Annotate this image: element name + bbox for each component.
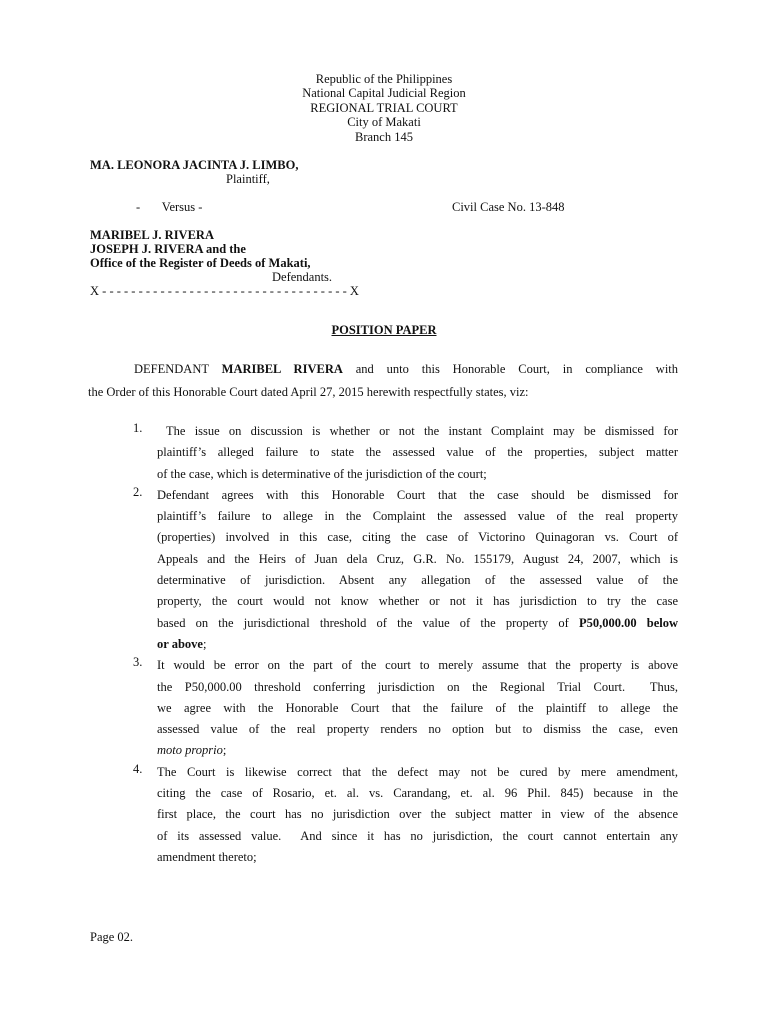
list-item [133, 421, 678, 485]
defendants-role: Defendants. [272, 270, 333, 284]
item-number: 2. [133, 484, 143, 499]
caption-city: City of Makati [347, 115, 421, 130]
caption-branch: Branch 145 [355, 129, 413, 144]
item-line [157, 740, 678, 761]
item-line: The Court is likewise correct that the defect may not be cured by mere amendment, [157, 764, 678, 779]
item-line: property, the court would not know whether or not it has jurisdiction to try the case [157, 594, 678, 609]
versus-label: - Versus - [136, 200, 203, 214]
defendant-2: JOSEPH J. RIVERA and the [90, 242, 246, 256]
item-number: 4. [133, 761, 143, 776]
item-line: Appeals and the Heirs of Juan dela Cruz, G.R. No. 155179, August 24, 2007, which is [157, 551, 678, 566]
numbered-list [133, 421, 678, 868]
caption-republic: Republic of the Philippines [315, 72, 453, 86]
civil-case-number: Civil Case No. 13-848 [452, 200, 565, 214]
defendant-3: Office of the Register of Deeds of Makati, [90, 256, 311, 270]
item-line: (properties) involved in this case, citing the case of Victorino Quinagoran vs. Court of [157, 530, 678, 545]
list-item [133, 485, 678, 655]
item-line: citing the case of Rosario, et. al. vs. Carandang, et. al. 96 Phil. 845) because in the [157, 786, 678, 801]
item-line: first place, the court has no jurisdiction over the subject matter in view of the absence [157, 807, 678, 822]
plaintiff-name: MA. LEONORA JACINTA J. LIMBO, [90, 158, 299, 172]
item-line: determinative of jurisdiction. Absent any allegation of the assessed value of the [157, 573, 678, 588]
intro-line-1 [88, 358, 678, 381]
item-line: assessed value of the real property renders no option but to dismiss the case, even [157, 722, 678, 737]
intro-line-2: the Order of this Honorable Court dated April 27, 2015 herewith respectfully states, viz: [88, 385, 529, 399]
document-title: POSITION PAPER [331, 323, 437, 337]
item-line: the P50,000.00 threshold conferring jurisdiction on the Regional Trial Court. Thus, [157, 679, 678, 694]
threshold-amount: P50,000.00 below [578, 615, 678, 630]
item-line [157, 634, 678, 655]
list-item [133, 762, 678, 868]
plaintiff-role: Plaintiff, [226, 172, 270, 186]
item-line: of its assessed value. And since it has no jurisdiction, the court cannot entertain any [157, 828, 678, 843]
item-line-end: ; [222, 743, 227, 758]
caption-separator: X - - - - - - - - - - - - - - - - - - - - - - - - - - - - - - - - - - X [90, 284, 359, 298]
list-item [133, 655, 678, 761]
item-line: plaintiff’s alleged failure to state the assessed value of the properties, subject matter [157, 445, 678, 460]
defendant-1: MARIBEL J. RIVERA [90, 228, 214, 242]
intro-prefix: DEFENDANT [134, 362, 209, 376]
item-number: 3. [133, 655, 143, 670]
item-line: It would be error on the part of the court to merely assume that the property is above [157, 658, 678, 673]
item-line [157, 613, 678, 634]
intro-defendant-name: MARIBEL RIVERA [221, 362, 343, 376]
item-line: The issue on discussion is whether or not the instant Complaint may be dismissed for [157, 424, 678, 438]
item-line: Defendant agrees with this Honorable Court that the case should be dismissed for [157, 487, 678, 502]
item-line: amendment thereto; [157, 849, 257, 864]
item-line-end: ; [202, 636, 207, 651]
caption-region: National Capital Judicial Region [302, 86, 466, 101]
item-number: 1. [133, 421, 143, 435]
caption-court: REGIONAL TRIAL COURT [310, 100, 458, 115]
intro-line1-rest: and unto this Honorable Court, in compliance with [355, 362, 679, 376]
latin-phrase: moto proprio [157, 743, 223, 758]
court-caption [0, 72, 768, 144]
item-line: plaintiff’s failure to allege in the Complaint the assessed value of the real property [157, 509, 678, 524]
threshold-qualifier: or above [157, 636, 203, 651]
page-number: Page 02. [90, 930, 134, 944]
item-line-text: based on the jurisdictional threshold of the value of the property of [157, 615, 569, 630]
intro-paragraph [88, 358, 678, 404]
item-line: of the case, which is determinative of the jurisdiction of the court; [157, 466, 487, 481]
item-line: we agree with the Honorable Court that the failure of the plaintiff to allege the [157, 700, 678, 715]
